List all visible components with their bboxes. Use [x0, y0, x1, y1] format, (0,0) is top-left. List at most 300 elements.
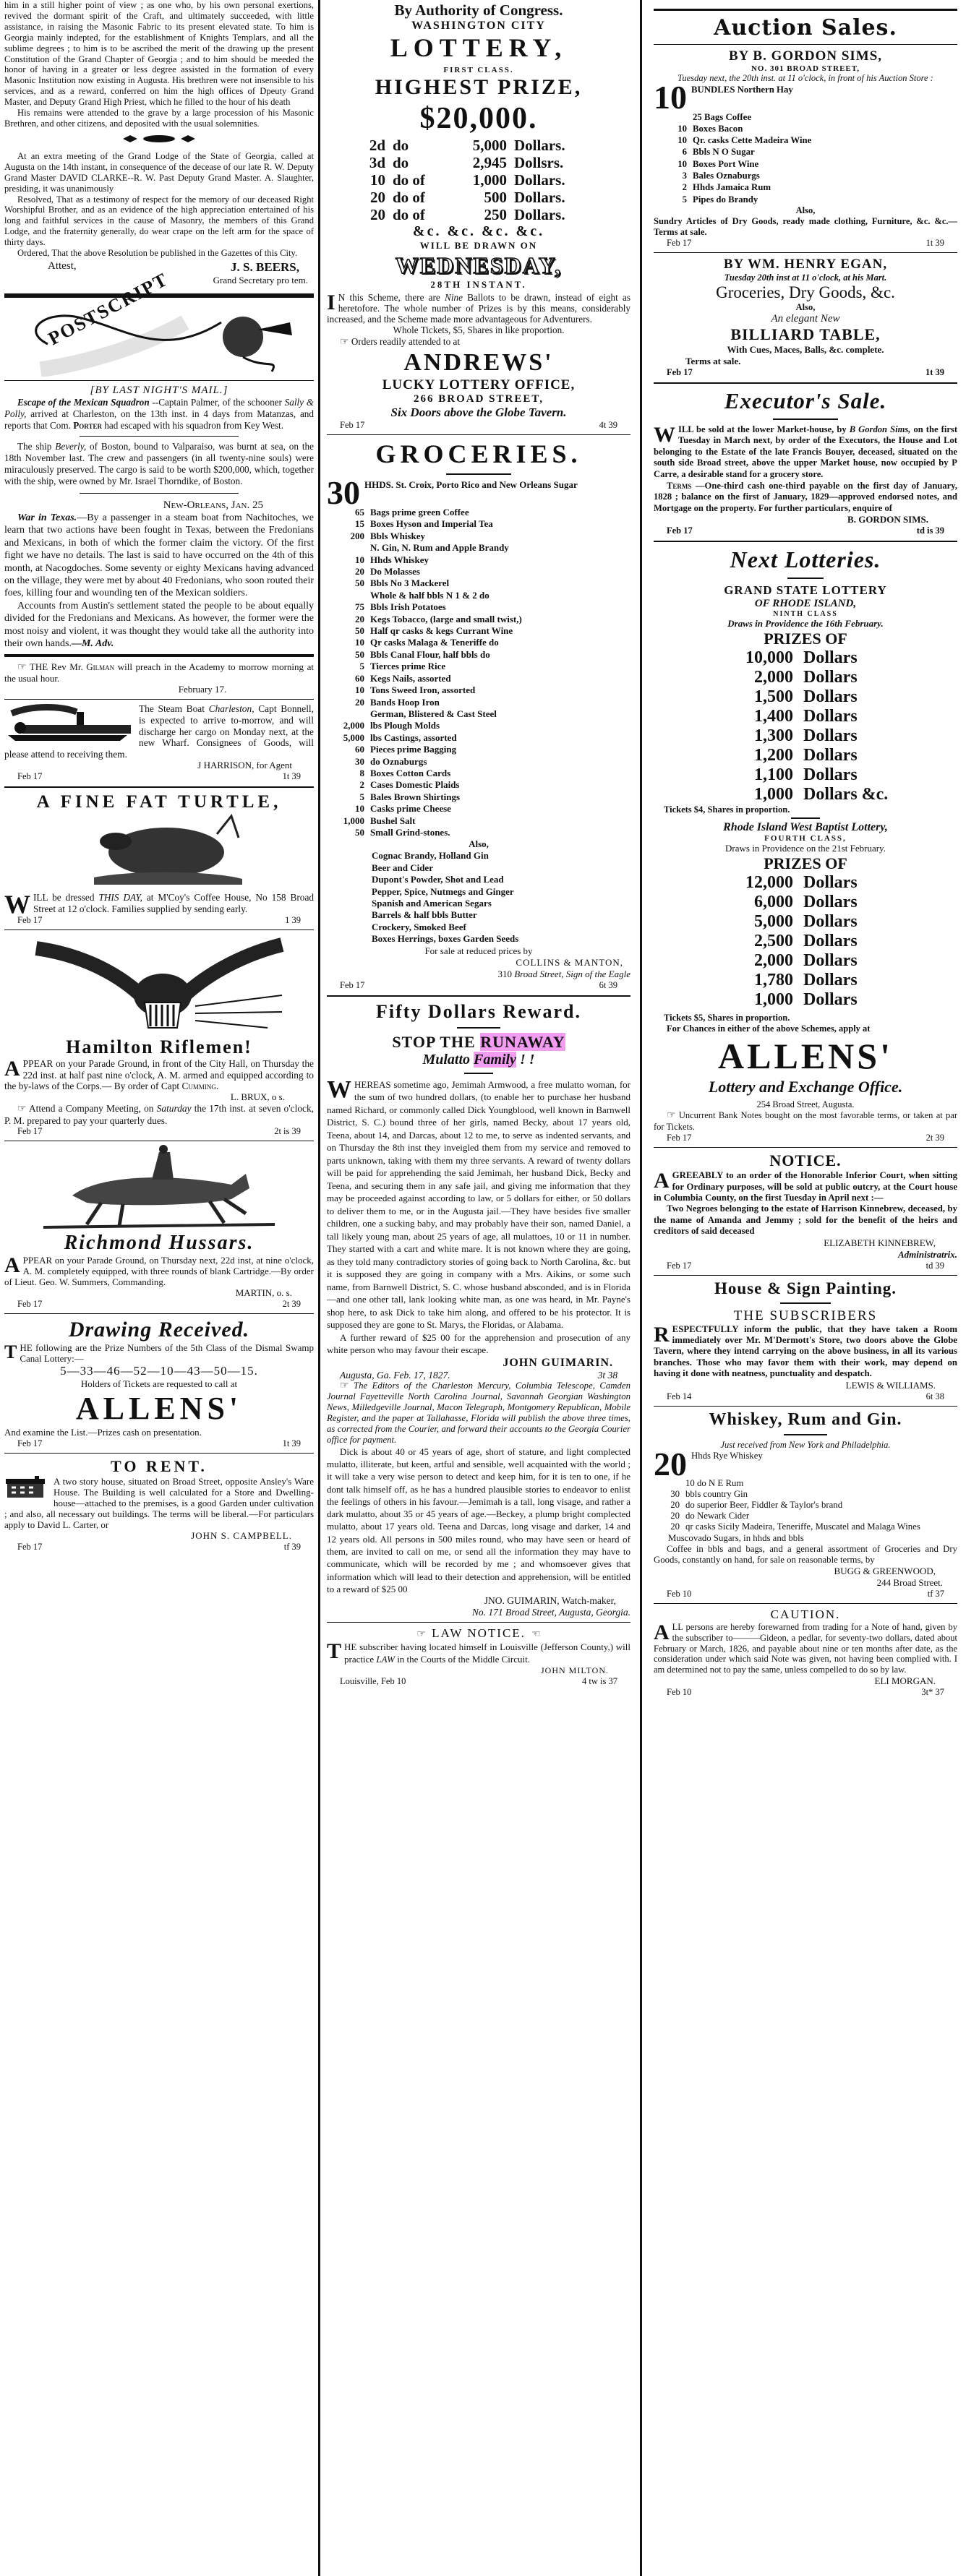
- item-text: Cases Domestic Plaids: [370, 779, 460, 791]
- egan-goods: Groceries, Dry Goods, &c.: [716, 283, 895, 301]
- text: in the Courts of the Middle Circuit.: [394, 1654, 530, 1665]
- lottery-dateline: [327, 420, 630, 431]
- pointing-hand-icon: ☞: [17, 1104, 27, 1115]
- also-item: Spanish and American Segars: [372, 898, 492, 909]
- item-text: lbs Plough Molds: [370, 720, 440, 731]
- prize-amount: 1,300: [754, 726, 793, 746]
- texas-title: War in Texas.: [17, 512, 77, 523]
- text: ! !: [516, 1051, 535, 1068]
- baptist-class: FOURTH CLASS,: [764, 834, 847, 843]
- mulatto-family: [327, 1052, 630, 1068]
- list-item: [327, 661, 630, 672]
- item-text: Boxes Bacon: [693, 123, 743, 134]
- seller-address: [327, 969, 630, 980]
- list-item: [327, 590, 630, 601]
- text: HE following are the Prize Numbers of the 5th Class of the Dismal Swamp Canal Lottery:—: [20, 1341, 314, 1364]
- prize-row: [654, 726, 957, 746]
- date: Feb 17: [667, 525, 693, 536]
- prize-cell: 20: [370, 189, 385, 206]
- date: Feb 17: [667, 237, 692, 248]
- divider: [327, 995, 630, 997]
- rent-signature: JOHN S. CAMPBELL.: [191, 1529, 292, 1541]
- list-item: HHDS. St. Croix, Porto Rico and New Orleans Sugar: [364, 479, 578, 490]
- austin-paragraph: [4, 600, 314, 651]
- pointing-hand-icon: ☞: [340, 337, 349, 348]
- drawing-numbers: 5—33—46—52—10—43—50—15.: [60, 1363, 258, 1378]
- notice-dateline: [654, 1261, 957, 1271]
- orders-line: [327, 336, 630, 348]
- divider: [4, 699, 314, 700]
- prize-unit: Dollars: [803, 873, 858, 893]
- egan-also: Also,: [795, 301, 816, 312]
- pointing-hand-icon: ☞: [17, 662, 27, 674]
- egan-dateline: [654, 367, 957, 378]
- captain-name: Cumming.: [181, 1080, 219, 1091]
- prize-unit: Dollars: [803, 687, 858, 707]
- highlighted-family: Family: [474, 1051, 516, 1068]
- caution-dateline: [654, 1687, 957, 1698]
- item-text: Bands Hoop Iron: [370, 696, 440, 708]
- text: —One-third cash one-third payable on the first day of January, 1828 ; balance on the first of January, 1829—approved endorsed notes, and Mortgage on the property. For further particulars, enquire of: [654, 480, 957, 513]
- dropcap: T: [327, 1639, 342, 1664]
- prize-amount: 10,000: [745, 648, 793, 668]
- sims-heading: BY B. GORDON SIMS,: [728, 48, 883, 64]
- list-item: [654, 1478, 957, 1489]
- prize-cell: Dollars.: [514, 171, 565, 189]
- drawing-dateline: [4, 1438, 314, 1449]
- quantity: 3: [682, 170, 687, 181]
- also-item: Pepper, Spice, Nutmegs and Ginger: [372, 885, 514, 897]
- text: had escaped with his squadron from Key West.: [101, 419, 284, 431]
- item-text: Kegs Nails, assorted: [370, 672, 451, 684]
- billiard-table: BILLIARD TABLE,: [730, 325, 881, 343]
- divider: [4, 1453, 314, 1454]
- quantity: 10: [355, 803, 364, 815]
- divider: [446, 473, 511, 475]
- prize-cell: 500: [484, 189, 507, 206]
- insertion-code: 1t 39: [925, 366, 944, 377]
- baptist-prize-list: [654, 873, 957, 1010]
- text: Attend a Company Meeting, on: [29, 1103, 157, 1115]
- sims-sundry: Sundry Articles of Dry Goods, ready made clothing, Furniture, &c. &c.—Terms at sale.: [654, 215, 957, 237]
- gilman-notice: [4, 661, 314, 684]
- divider: [654, 252, 957, 253]
- date: Augusta, Ga. Feb. 17, 1827.: [340, 1369, 450, 1381]
- allens-address: 254 Broad Street, Augusta.: [756, 1099, 855, 1110]
- text: the 17th inst. at seven o'clock, P. M. prepared to pay your quarterly dues.: [4, 1103, 314, 1126]
- watchmaker-address: No. 171 Broad Street, Augusta, Georgia.: [471, 1607, 630, 1618]
- item-text: 25 Bags Coffee: [693, 111, 752, 122]
- divider: [457, 1027, 500, 1029]
- quantity: 1,000: [343, 815, 364, 826]
- pointing-hand-icon: ☞: [416, 1629, 427, 1641]
- prize-row: [654, 785, 957, 804]
- prize-cell: do: [393, 154, 409, 171]
- text: THE Rev Mr.: [29, 661, 87, 673]
- saturday: Saturday: [156, 1103, 192, 1115]
- quantity: 60: [355, 744, 364, 755]
- text: Uncurrent Bank Notes bought on the most favorable terms, or taken at par for Tickets.: [654, 1110, 957, 1133]
- whiskey-list: [654, 1451, 957, 1533]
- list-item: [327, 614, 630, 625]
- date: Feb 17: [667, 1260, 692, 1271]
- steam-signature: J HARRISON, for Agent: [197, 760, 292, 771]
- sims-dateline: [654, 238, 957, 249]
- item-text: Bushel Salt: [370, 815, 416, 826]
- prize-unit: Dollars: [803, 951, 858, 971]
- quantity: 50: [355, 625, 364, 637]
- prize-row: [654, 932, 957, 951]
- dick-description: Dick is about 40 or 45 years of age, short of stature, and light complected mulatto, illiterate, but keen, artful and sensible, well acquainted with the world ; it will take a very wise person to detect and keep him, for it is ten to one, if he dont talk himself off, as he has a hundred plausible stories to endeavor to enlist the feelings of others in his favour.—Jemimah is a tall, long visage, and rather a dark mulatto, about 35 or 45 years of age.—Beckey, a plump bright complected mulatto, about 17 years old. Teena and Darcas, long visage and darker, 14 and 12 years old. All persons in 500 miles round, who may have seen or heard of them, are invited to call on me, or send all the information they may have to communicate, which will be recorded by me ; and whomsoever gives that information which will lead to their detection and apprehension, will be entitled to a reward of $25 00: [327, 1446, 630, 1594]
- text: 310: [497, 968, 515, 979]
- wednesday-heading: WEDNESDAY,: [395, 252, 563, 278]
- item-text: Bales Oznaburgs: [693, 170, 760, 181]
- masonic-paragraph: him in a still higher point of view ; as one who, by his own personal exertions, revived the dormant spirit of the Craft, and ultimately succeeded, with little assistance, in raising the Masonic Fabric to its present elevated state. To him is Georgia mainly indepted, for the establishment of Knights Templars, and all the sublime degrees ; to him is to be ascribed the merit of the drawing up the present Constitution of the Grand Chapter of Georgia ; and to him should be meeded the honor of having in a greater or less degree assisted in the formation of every Masonic Institution now existing in Augusta. His brethren were not insensible to his services, and as a reward, conferred on him the high offices of Dpeuty Grand Master, and Deputy Grand High Priest, which he filled to the hour of his death: [4, 0, 314, 108]
- item-text: Boxes Cotton Cards: [370, 767, 451, 778]
- date: Feb 17: [667, 1133, 692, 1143]
- item-text: do Oznaburgs: [370, 755, 427, 767]
- insertion-code: 3t 38: [597, 1369, 617, 1381]
- quantity: 6: [682, 147, 687, 158]
- divider: [784, 1434, 827, 1435]
- divider: [654, 382, 957, 384]
- house-icon: [4, 1476, 49, 1499]
- quantity: 5: [359, 791, 364, 802]
- quantity: 10: [677, 123, 687, 134]
- turtle-illustration-icon: [65, 812, 253, 892]
- subscribers: THE SUBSCRIBERS: [733, 1308, 878, 1323]
- painting-heading: House & Sign Painting.: [714, 1279, 897, 1297]
- prize-row: [654, 687, 957, 707]
- list-item: [327, 779, 630, 791]
- source-credit: —M. Adv.: [71, 638, 114, 649]
- lucky-office: LUCKY LOTTERY OFFICE,: [382, 377, 576, 392]
- prize-unit: Dollars: [803, 990, 858, 1010]
- list-item: [327, 803, 630, 815]
- notice-text-2: Two Negroes belonging to the estate of Harrison Kinnebrew, deceased, by the name of Amanda and Jemmy ; sold for the benefit of the heirs and creditors of said deceased: [654, 1203, 957, 1237]
- prize-row: [654, 668, 957, 687]
- turtle-heading: A FINE FAT TURTLE,: [36, 792, 282, 812]
- insertion-code: 3t* 37: [921, 1686, 944, 1697]
- text: —By a passenger in a steam boat from Nachitoches, we learn that two actions have been fought in Texas, between the Fredonians and Mexicans, in both of which the former claim the victory. Of the first fight we have no details. The last is said to have occurred on the 4th of this month, at Nacogdoches. Some seventy or eighty Mexicans having advanced on the village, they were met by about 40 Fredonians, who soon routed their foes, killing four and wounding ten of the Mexican soldiers.: [4, 512, 314, 599]
- insertion-code: 2t 39: [925, 1133, 944, 1143]
- also-label: Also,: [469, 838, 489, 850]
- also-item: Cognac Brandy, Holland Gin: [372, 850, 489, 862]
- text: PPEAR on your Parade Ground, on Thursday next, 22d inst, at nine o'clock, A. M. completely equipped, with three rounds of blank Cartridge.—By order of Lieut. Geo. W. Summers, Commanding.: [4, 1254, 314, 1287]
- egan-elegant: An elegant New: [771, 312, 840, 325]
- groceries-heading: GROCERIES.: [375, 439, 582, 468]
- divider: [4, 654, 314, 657]
- sims-list: [654, 84, 957, 205]
- prize-cell: 2d: [369, 137, 385, 154]
- signer-title: Grand Secretary pro tem.: [213, 274, 308, 285]
- item-text: Small Grind-stones.: [370, 826, 450, 838]
- painting-dateline: [654, 1391, 957, 1402]
- ornament-divider: [4, 134, 314, 147]
- divider: [787, 578, 824, 579]
- prize-row: [654, 951, 957, 971]
- notice-heading: NOTICE.: [769, 1151, 842, 1170]
- item-text: do Newark Cider: [685, 1511, 750, 1521]
- quantity: 20: [670, 1500, 680, 1511]
- item-text: Bales Brown Shirtings: [370, 791, 461, 802]
- insertion-code: 6t 38: [925, 1391, 944, 1401]
- prize-amount: 1,400: [754, 707, 793, 726]
- grand-tickets: Tickets $4, Shares in proportion.: [664, 804, 790, 815]
- item-text: Whole & half bbls N 1 & 2 do: [370, 589, 489, 601]
- quantity: 50: [355, 578, 364, 589]
- allens-dateline: [654, 1133, 957, 1143]
- notice-text: [654, 1170, 957, 1203]
- divider: [654, 9, 957, 11]
- prize-cell: 10: [370, 171, 385, 189]
- list-item: [327, 507, 630, 518]
- prize-amount: 1,500: [754, 687, 793, 707]
- prize-row: [654, 648, 957, 668]
- list-item: [327, 531, 630, 542]
- prize-row: [654, 893, 957, 912]
- quantity: [654, 111, 693, 123]
- list-item: [327, 827, 630, 838]
- date: Feb 17: [17, 915, 43, 926]
- item-text: qr casks Sicily Madeira, Teneriffe, Muscatel and Malaga Wines: [685, 1521, 920, 1532]
- prize-amount: 6,000: [754, 893, 793, 912]
- also-item: Boxes Herrings, boxes Garden Seeds: [372, 933, 519, 945]
- new-orleans-dateline: New-Orleans, Jan. 25: [163, 499, 263, 511]
- divider: [654, 1406, 957, 1407]
- lottery-prize-list: [327, 137, 630, 223]
- column-rule: [640, 0, 642, 2576]
- divider: [654, 1603, 957, 1604]
- item-text: Pieces prime Bagging: [370, 744, 457, 755]
- quantity: 60: [355, 672, 364, 684]
- quantity: 10: [355, 684, 364, 696]
- column-2: [327, 0, 630, 2576]
- list-item: [327, 815, 630, 827]
- hamilton-dateline: [4, 1126, 314, 1137]
- list-item: [654, 146, 957, 158]
- quantity: 10: [355, 637, 364, 648]
- executor-signature: B. GORDON SIMS.: [847, 514, 928, 525]
- auction-heading: Auction Sales.: [714, 15, 897, 40]
- also-item: Dupont's Powder, Shot and Lead: [372, 874, 504, 885]
- grand-ri: OF RHODE ISLAND,: [754, 598, 857, 610]
- text: N this Scheme, there are: [338, 292, 445, 303]
- prize-unit: Dollars: [803, 648, 858, 668]
- prize-cell: 1,000: [472, 171, 507, 189]
- date: Louisville, Feb 10: [340, 1676, 406, 1687]
- quantity: 10: [677, 135, 687, 146]
- porter-name: Porter: [73, 419, 102, 431]
- text: at M'Coy's Coffee House, No 158 Broad Street at 12 o'clock. Families supplied by sending early.: [33, 892, 314, 914]
- column-1: [4, 0, 314, 2576]
- turtle-dateline: [4, 915, 314, 926]
- item-text: bbls country Gin: [685, 1488, 748, 1499]
- date: Feb 10: [667, 1588, 692, 1599]
- list-item: [327, 566, 630, 578]
- drawing-holders: Holders of Tickets are requested to call at: [80, 1378, 238, 1389]
- hussars-dateline: [4, 1299, 314, 1310]
- pointing-hand-icon: ☞: [530, 1629, 541, 1641]
- insertion-code: tf 37: [927, 1588, 944, 1599]
- prize-row: [327, 154, 630, 171]
- prize-cell: do: [393, 137, 409, 154]
- insertion-code: 6t 39: [599, 979, 617, 990]
- divider: [654, 1147, 957, 1148]
- text: B Gordon Sims,: [849, 424, 911, 434]
- escape-paragraph: [4, 397, 314, 432]
- quantity: 20: [670, 1511, 680, 1521]
- quantity: 2,000: [343, 720, 364, 731]
- billiard-terms: Terms at sale.: [685, 355, 741, 366]
- quantity: 50: [355, 648, 364, 660]
- lottery-tickets: Whole Tickets, $5, Shares in like proportion.: [393, 325, 565, 335]
- pointing-hand-icon: ☞: [667, 1110, 676, 1122]
- whiskey-just: Just received from New York and Philadelphia.: [720, 1439, 891, 1450]
- text: STOP THE: [392, 1032, 481, 1051]
- insertion-code: 1 39: [285, 915, 301, 926]
- divider: [4, 786, 314, 788]
- egan-when: Tuesday 20th inst at 11 o'clock, at his Mart.: [724, 272, 887, 283]
- sims-also: Also,: [795, 205, 816, 215]
- prize-amount: 2,500: [754, 932, 793, 951]
- postscript-title: POSTSCRIPT: [44, 268, 172, 350]
- hussars-signature: MARTIN, o. s.: [235, 1287, 292, 1298]
- date: Feb 17: [17, 1298, 43, 1309]
- divider: [654, 541, 957, 542]
- law-heading: [327, 1626, 630, 1641]
- prize-unit: Dollars: [803, 912, 858, 932]
- list-item: [327, 518, 630, 530]
- list-item: [327, 637, 630, 648]
- item-text: Bags prime green Coffee: [370, 507, 469, 518]
- prize-amount: 5,000: [754, 912, 793, 932]
- prize-cell: Dollsrs.: [514, 154, 564, 171]
- scheme-text: [327, 292, 630, 325]
- item-text: Bbls No 3 Mackerel: [370, 578, 450, 589]
- text: LL persons are hereby forewarned from trading for a Note of hand, given by the subscriber to———Gideon, a pedlar, for seventy-two dollars, dated about February or March, 1826, and payable about nine or ten months after date, as the consideration under which said Note was given, not having been complied with. I am determined not to pay the same, unless compelled to do so by law.: [654, 1621, 957, 1675]
- divider: [80, 436, 239, 437]
- list-item: [654, 111, 957, 123]
- date: Feb 17: [667, 366, 693, 377]
- item-text: Kegs Tobacco, (large and small twist,): [370, 613, 522, 624]
- list-item: [327, 684, 630, 696]
- notice-role: Administratrix.: [898, 1248, 957, 1260]
- item-text: Boxes Port Wine: [693, 158, 759, 169]
- date: Feb 17: [17, 1438, 43, 1448]
- divider: [654, 44, 957, 45]
- prize-cell: Dollars.: [514, 189, 565, 206]
- divider: [4, 380, 314, 381]
- whiskey-heading: Whiskey, Rum and Gin.: [709, 1409, 902, 1429]
- sale-by: For sale at reduced prices by: [424, 945, 533, 956]
- text: LAW: [376, 1654, 395, 1665]
- dropcap: A: [654, 1169, 670, 1193]
- list-item: [327, 697, 630, 708]
- insertion-code: 2t is 39: [274, 1125, 301, 1136]
- text: PPEAR on your Parade Ground, in front of the City Hall, on Thursday the 22d inst. at half past nine o'clock, A. M. armed and equipped according to the by-laws of the Corps.— By order of Capt: [4, 1058, 314, 1091]
- quantity: 2: [682, 182, 687, 193]
- prize-row: [654, 873, 957, 893]
- prize-unit: Dollars: [803, 893, 858, 912]
- prize-row: [654, 990, 957, 1010]
- ornament-icon: [123, 134, 195, 143]
- divider: [327, 434, 630, 435]
- guimarin-signature: JOHN GUIMARIN.: [503, 1356, 613, 1369]
- text: arrived at Charleston, on the 13th inst. in 4 days from Matanzas, and reports that Com.: [4, 408, 314, 431]
- pointing-hand-icon: ☞: [340, 1380, 349, 1391]
- quantity: [327, 590, 370, 601]
- billiard-cues: With Cues, Maces, Balls, &c. complete.: [727, 343, 884, 355]
- executor-heading: Executor's Sale.: [724, 387, 887, 413]
- insertion-code: 4t 39: [599, 420, 617, 430]
- drawing-heading: Drawing Received.: [68, 1317, 250, 1341]
- text: will preach in the Academy to morrow morning at the usual hour.: [4, 661, 314, 684]
- prize-unit: Dollars &c.: [803, 785, 889, 804]
- quantity: 5: [359, 661, 364, 672]
- prize-row: [327, 171, 630, 189]
- prize-amount: 1,000: [754, 990, 793, 1010]
- dropcap: I: [327, 291, 335, 314]
- date: Feb 10: [667, 1686, 692, 1697]
- text: HE subscriber having located himself in Louisville (Jefferson County,) will practice: [344, 1641, 630, 1665]
- list-item: [327, 673, 630, 684]
- insertion-code: 1t 39: [925, 237, 944, 248]
- list-item: [654, 170, 957, 181]
- highest-prize: HIGHEST PRIZE,: [375, 75, 583, 99]
- law-signature: JOHN MILTON.: [540, 1665, 609, 1676]
- baptist-prizes-of: PRIZES OF: [764, 854, 847, 873]
- divider: [80, 493, 239, 494]
- prize-amount: 2,000: [754, 951, 793, 971]
- text: The ship: [17, 440, 56, 452]
- groceries-list: [327, 479, 630, 838]
- ship-name: Beverly,: [55, 440, 87, 452]
- drawn-on: WILL BE DRAWN ON: [419, 240, 538, 251]
- this-day: THIS DAY,: [98, 892, 142, 903]
- date: Feb 14: [667, 1391, 692, 1401]
- painting-signature: LEWIS & WILLIAMS.: [845, 1379, 936, 1391]
- hussars-heading: Richmond Hussars.: [64, 1231, 255, 1254]
- item-text: Boxes Hyson and Imperial Tea: [370, 518, 493, 530]
- list-item: [654, 181, 957, 193]
- insertion-code: 2t 39: [282, 1298, 301, 1309]
- item-text: N. Gin, N. Rum and Apple Brandy: [370, 542, 509, 554]
- text: Capt Bonnell, is expected to arrive to-morrow, and will discharge her cargo on Monday next, at the new Wharf. Consignees of Goods, will please attend to receiving them.: [4, 703, 314, 760]
- divider: [464, 1073, 493, 1074]
- sellers: COLLINS & MANTON,: [516, 956, 623, 968]
- divider: [327, 1622, 630, 1623]
- text: GREEABLY to an order of the Honorable Inferior Court, when sitting for Ordinary purposes, will be sold at public outcry, at the Court house in Columbia County, on the first Tuesday in April next :—: [654, 1170, 957, 1203]
- list-item: [654, 194, 957, 205]
- hamilton-heading: Hamilton Riflemen!: [66, 1036, 252, 1058]
- list-item: Hhds Rye Whiskey: [691, 1450, 763, 1461]
- item-text: Bbls Canal Flour, half bbls do: [370, 648, 490, 660]
- item-text: German, Blistered & Cast Steel: [370, 708, 497, 719]
- prize-unit: Dollars: [803, 707, 858, 726]
- allens-office: Lottery and Exchange Office.: [708, 1078, 903, 1096]
- executor-dateline: [654, 525, 957, 536]
- quantity: [327, 708, 370, 720]
- list-item: BUNDLES Northern Hay: [691, 84, 793, 95]
- quantity: 20: [670, 1521, 680, 1532]
- text: --Captain Palmer, of the schooner: [149, 396, 285, 408]
- turtle-text: [4, 890, 314, 919]
- prize-row: [654, 971, 957, 990]
- text: HEREAS sometime ago, Jemimah Armwood, a free mulatto woman, for the sum of two hundred dollars, (to enable her to purchase her husband named Richard, or commonly called Dick Youngblood, well known in Barnwell District, S. C.) bound three of her girls, named Becky, about 17 years old, Teena, about 14, and Darcas, about 12 to me, to serve as indented servants, and on Thursday the 8th inst they inveigled them from my service and removed to parts unknown, taking with them my three servants. A reward of twenty dollars will be paid for apprehending the said Jemimah, her husband Dick, Becky and Teena, and securing them in any safe jail, and giving me information that they may be proceeded against according to law, or 5 dollars for either, or 50 dollars to deliver them to me, or in the Augusta jail.—They have besides five smaller children, one a sucking baby, and may probably have their son, named Daniel, a tall likely young man, about 25 years of age, all mulattoes, 10 or 11 in number. They started with a cart and white mare. It is not known where they are going, as they told many contradictory stories of going back to North Carolina, &c. but it is supposed they are going in company with a Mrs. Aikins, or some such name, from Barnwell District, S. C. whose husband absconded, and is in Florida—and one other tall, lank looking white man, as one was heard, in Mr. Payne's shop here, to ask Dick to take him along, and offered to be his protector. It is supposed they are gone to St. Marys, the Floridas, or Alabama.: [327, 1078, 630, 1331]
- andrews-address: 266 BROAD STREET,: [413, 393, 544, 405]
- prize-cell: 2,945: [472, 154, 507, 171]
